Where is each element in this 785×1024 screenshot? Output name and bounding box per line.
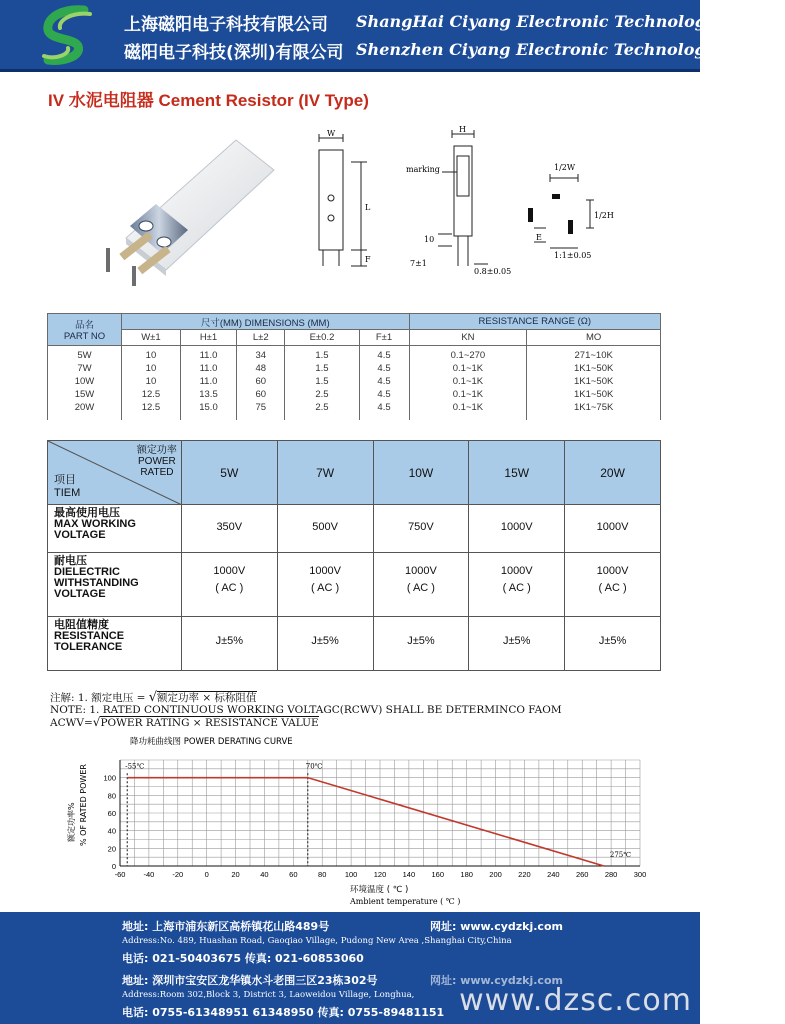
x-tick-label: 160	[431, 870, 445, 879]
y-axis-ticks	[103, 774, 116, 871]
table-cell: 4.5	[377, 376, 391, 387]
table-cell: 1000V ( AC )	[565, 553, 661, 617]
row-label-max-voltage: 最高使用电压 MAX WORKING VOLTAGE	[48, 505, 182, 553]
address-en-2: Address:Room 302,Block 3, District 3, Laoweidou Village, Longhua,	[122, 990, 415, 1000]
col-w: W±1	[122, 330, 181, 346]
table-cell: J±5%	[181, 617, 277, 671]
table-cell: J±5%	[469, 617, 565, 671]
footer-banner	[0, 912, 700, 1024]
table-cell: 60	[255, 376, 267, 387]
table-cell: J±5%	[277, 617, 373, 671]
chart-grid	[120, 760, 640, 866]
power-col-10w: 10W	[373, 441, 469, 505]
resistor-photo	[96, 130, 286, 290]
footprint-label-e: E	[536, 233, 542, 242]
row-label-tolerance: 电阻值精度 RESISTANCE TOLERANCE	[48, 617, 182, 671]
dim-label-f: F	[365, 255, 371, 264]
dim-label-l: L	[365, 203, 371, 212]
x-axis-label-en: Ambient temperature ( ℃ )	[350, 897, 461, 906]
table-row	[48, 617, 661, 671]
table-cell: 11.0	[199, 350, 218, 361]
pcb-footprint-drawing	[520, 128, 640, 268]
table-cell: 10W	[74, 376, 95, 387]
table-cell: 750V	[373, 505, 469, 553]
table-cell: 1000V	[565, 505, 661, 553]
x-tick-label: 280	[604, 870, 618, 879]
power-col-7w: 7W	[277, 441, 373, 505]
dimensions-table	[47, 313, 661, 420]
address-cn-1: 地址: 上海市浦东新区高桥镇花山路489号	[122, 920, 330, 933]
part-no-column	[48, 346, 122, 420]
company-name-en-2: Shenzhen Ciyang Electronic Technology Co.,Ltd	[356, 40, 785, 59]
x-tick-label: -40	[143, 870, 155, 879]
table-cell: 1K1~50K	[573, 376, 614, 387]
f-column	[359, 346, 409, 420]
table-cell: 1000V ( AC )	[373, 553, 469, 617]
x-tick-label: 100	[344, 870, 358, 879]
dim-label-7: 7±1	[410, 259, 427, 268]
x-tick-label: 140	[402, 870, 416, 879]
part-no-header: 品名 PART NO	[48, 314, 122, 346]
power-col-15w: 15W	[469, 441, 565, 505]
col-f: F±1	[359, 330, 409, 346]
table-cell: 1K1~75K	[573, 402, 614, 413]
power-col-20w: 20W	[565, 441, 661, 505]
dimension-drawing-side	[402, 125, 522, 278]
w-column	[122, 346, 181, 420]
table-cell: 1.5	[315, 350, 329, 361]
phone-1: 电话: 021-50403675 传真: 021-60853060	[122, 952, 364, 965]
x-tick-label: 200	[489, 870, 502, 879]
table-cell: 2.5	[315, 389, 329, 400]
h-column	[180, 346, 236, 420]
note-line-2: NOTE: 1. RATED CONTINUOUS WORKING VOLTAGC(RCWV) SHALL BE DETERMINCO FAOM	[50, 704, 562, 716]
x-axis-label-cn: 环境温度 ( ℃ )	[350, 885, 409, 895]
chart-title: 降功耗曲线图 POWER DERATING CURVE	[130, 737, 293, 747]
table-cell: 1K1~50K	[573, 363, 614, 374]
table-cell: 0.1~1K	[452, 376, 484, 387]
table-cell: 1000V ( AC )	[181, 553, 277, 617]
table-cell: 2.5	[315, 402, 329, 413]
table-cell: J±5%	[373, 617, 469, 671]
y-axis-label-cn: 额定功率%	[67, 802, 76, 842]
table-cell: 12.5	[141, 402, 161, 413]
x-tick-label: 240	[547, 870, 560, 879]
dimensions-header: 尺寸(MM) DIMENSIONS (MM)	[122, 314, 410, 330]
table-cell: 13.5	[199, 389, 218, 400]
company-name-cn-2: 磁阳电子科技(深圳)有限公司	[124, 43, 344, 63]
table-cell: 500V	[277, 505, 373, 553]
dim-label-pitch: 0.8±0.05	[474, 267, 512, 276]
page-title: IV 水泥电阻器 Cement Resistor (IV Type)	[48, 91, 369, 110]
col-mo: MO	[527, 330, 661, 346]
x-tick-label: 0	[204, 870, 209, 879]
e-column	[285, 346, 359, 420]
sqrt-symbol: √	[92, 715, 101, 729]
table-cell: 11.0	[199, 376, 218, 387]
x-tick-label: 40	[260, 870, 269, 879]
footprint-label-half-w: 1/2W	[554, 163, 576, 172]
x-tick-label: -60	[114, 870, 126, 879]
website-1: 网址: www.cydzkj.com	[430, 920, 563, 933]
marking-label: marking	[406, 165, 440, 174]
table-cell: J±5%	[565, 617, 661, 671]
table-cell: 1.5	[315, 363, 329, 374]
point-annotation: -55℃	[125, 762, 145, 771]
y-tick-label: 40	[107, 826, 116, 836]
item-power-header: 额定功率 POWER RATED 项目 TIEM	[48, 441, 182, 505]
x-tick-label: 260	[575, 870, 589, 879]
dim-label-h: H	[459, 125, 466, 134]
table-cell: 11.0	[199, 363, 218, 374]
table-cell: 15W	[74, 389, 95, 400]
table-cell: 1000V	[469, 505, 565, 553]
y-tick-label: 20	[107, 844, 116, 854]
dim-label-10: 10	[424, 235, 435, 244]
x-tick-label: 60	[289, 870, 298, 879]
col-e: E±0.2	[285, 330, 359, 346]
chart-series	[125, 763, 631, 866]
table-cell: 4.5	[377, 363, 391, 374]
row-label-dielectric: 耐电压 DIELECTRIC WITHSTANDING VOLTAGE	[48, 553, 182, 617]
resistance-range-header: RESISTANCE RANGE (Ω)	[409, 314, 661, 330]
table-cell: 4.5	[377, 389, 391, 400]
power-derating-chart	[60, 732, 660, 912]
company-name-en-1: ShangHai Ciyang Electronic Technology Co.,Ltd	[356, 12, 785, 31]
point-annotation: 70℃	[305, 762, 323, 771]
point-annotation: 275℃	[609, 850, 632, 859]
table-cell: 10	[145, 363, 157, 374]
table-cell: 1000V ( AC )	[469, 553, 565, 617]
col-kn: KN	[409, 330, 527, 346]
footprint-label-half-h: 1/2H	[594, 211, 614, 220]
power-rating-table	[47, 440, 661, 671]
note-line-1: 注解: 1. 额定电压 = √额定功率 × 标称阻值	[50, 690, 257, 705]
table-cell: 34	[255, 350, 267, 361]
table-cell: 5W	[77, 350, 92, 361]
y-tick-label: 0	[111, 862, 116, 871]
dim-label-w: W	[327, 129, 336, 138]
table-cell: 10	[145, 376, 157, 387]
table-cell: 0.1~1K	[452, 402, 484, 413]
col-h: H±1	[180, 330, 236, 346]
x-tick-label: 20	[231, 870, 240, 879]
table-cell: 7W	[77, 363, 92, 374]
table-cell: 60	[255, 389, 267, 400]
kn-column	[409, 346, 527, 420]
table-cell: 48	[255, 363, 267, 374]
table-cell: 1.5	[315, 376, 329, 387]
table-cell: 15.0	[199, 402, 218, 413]
col-l: L±2	[237, 330, 285, 346]
table-cell: 0.1~1K	[452, 389, 484, 400]
y-tick-label: 100	[103, 773, 116, 783]
website-2: 网址: www.cydzkj.com	[430, 974, 563, 987]
table-cell: 10	[145, 350, 157, 361]
y-tick-label: 80	[107, 791, 116, 801]
x-tick-label: 300	[633, 870, 647, 879]
footprint-label-ratio: 1:1±0.05	[554, 251, 592, 260]
address-cn-2: 地址: 深圳市宝安区龙华镇水斗老围三区23栋302号	[122, 974, 378, 987]
table-cell: 12.5	[141, 389, 161, 400]
y-tick-label: 60	[107, 809, 116, 818]
x-tick-label: 80	[318, 870, 327, 879]
table-cell: 1K1~50K	[573, 389, 614, 400]
table-cell: 1000V ( AC )	[277, 553, 373, 617]
company-logo-icon	[34, 4, 104, 66]
x-axis-ticks	[115, 870, 647, 879]
sqrt-symbol: √	[148, 690, 158, 705]
company-name-cn-1: 上海磁阳电子科技有限公司	[124, 15, 328, 35]
x-tick-label: 120	[373, 870, 387, 879]
x-tick-label: 220	[518, 870, 531, 879]
x-tick-label: -20	[172, 870, 184, 879]
table-cell: 75	[255, 402, 267, 413]
table-row	[48, 553, 661, 617]
l-column	[237, 346, 285, 420]
table-cell: 20W	[74, 402, 95, 413]
phone-2: 电话: 0755-61348951 61348950 传真: 0755-89481151	[122, 1006, 445, 1019]
table-cell: 271~10K	[574, 350, 613, 361]
header-banner	[0, 0, 785, 72]
table-cell: 350V	[181, 505, 277, 553]
dimension-drawing-front	[305, 128, 385, 278]
note-line-3: ACWV=√POWER RATING × RESISTANCE VALUE	[50, 715, 319, 729]
power-col-5w: 5W	[181, 441, 277, 505]
mo-column	[527, 346, 661, 420]
table-cell: 0.1~270	[450, 350, 486, 361]
table-cell: 0.1~1K	[452, 363, 484, 374]
watermark: www.dzsc.com	[459, 983, 692, 1018]
table-row	[48, 505, 661, 553]
y-axis-label-en: % OF RATED POWER	[79, 764, 88, 846]
table-cell: 4.5	[377, 350, 391, 361]
address-en-1: Address:No. 489, Huashan Road, Gaoqiao Village, Pudong New Area ,Shanghai City,China	[122, 936, 512, 946]
x-tick-label: 180	[460, 870, 473, 879]
table-cell: 4.5	[377, 402, 391, 413]
